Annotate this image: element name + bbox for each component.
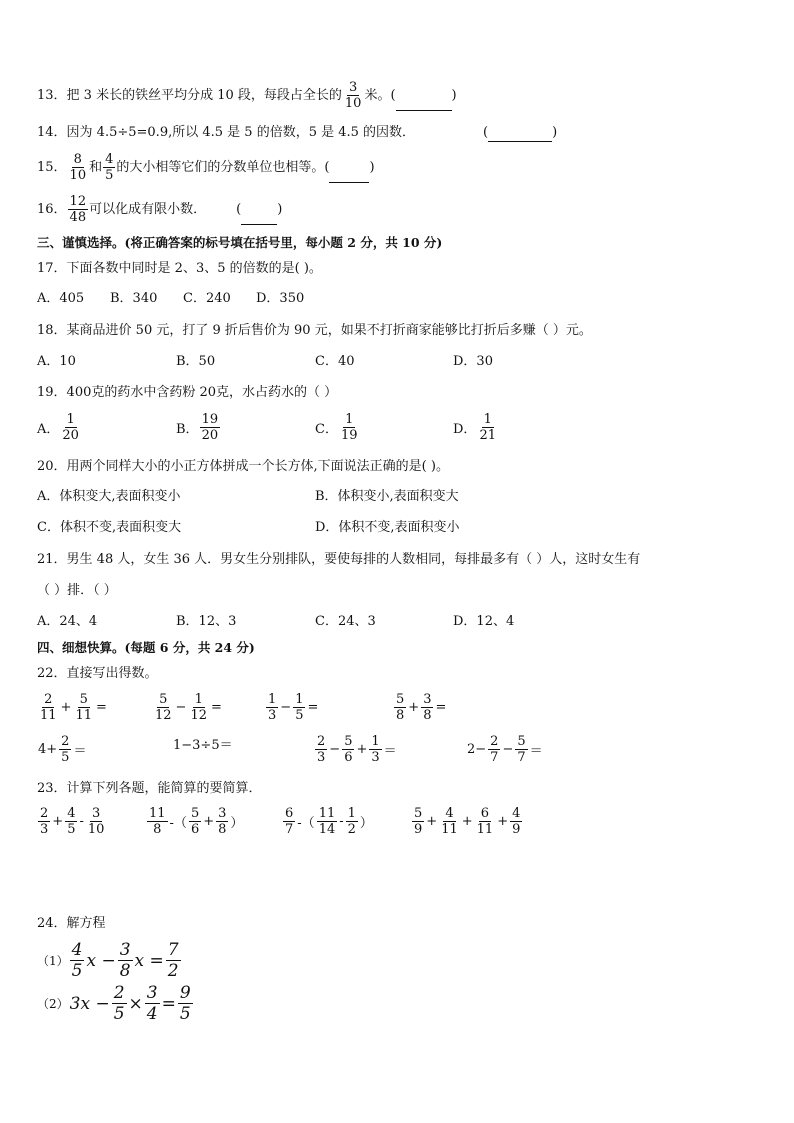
math-operator: =: [96, 700, 107, 715]
fraction: $\frac{1}{3}$: [268, 692, 277, 723]
question-24-title: 24．解方程: [37, 916, 106, 931]
math-operator: -: [339, 814, 344, 829]
q23-expression-3: [282, 806, 374, 837]
fraction: $\frac{12}{48}$: [69, 194, 87, 225]
math-operator: +: [497, 814, 509, 829]
question-22-title: 22．直接写出得数。: [37, 666, 158, 681]
option-c[interactable]: C．24、3: [315, 614, 376, 629]
math-operator: ＝: [383, 744, 397, 759]
fraction: $\frac{5}{7}$: [517, 734, 526, 765]
question-21-stem-cont: （ ）排．（ ）: [37, 583, 117, 598]
fraction: $\frac{1}{5}$: [295, 692, 304, 723]
fraction: $\frac{5}{12}$: [155, 692, 172, 723]
math-operator: ×: [128, 993, 143, 1014]
option-d[interactable]: D．12、4: [453, 614, 515, 629]
q23-expression-4: [411, 806, 523, 837]
option-c[interactable]: C．体积不变,表面积变大: [37, 520, 182, 535]
section-3-heading: 三、谨慎选择。(将正确答案的标号填在括号里，每小题 2 分，共 10 分): [37, 235, 443, 250]
option-b[interactable]: B．50: [176, 354, 216, 369]
question-19-stem: 19．400克的药水中含药粉 20克，水占药水的（ ）: [37, 385, 338, 400]
answer-blank[interactable]: [329, 168, 369, 183]
fraction: $\frac{2}{3}$: [40, 806, 49, 837]
fraction: $\frac{6}{11}$: [476, 806, 494, 837]
math-operator: +: [461, 814, 473, 829]
fraction: $\frac{5}{6}$: [190, 806, 200, 837]
fraction: $\frac{6}{7}$: [285, 806, 294, 837]
math-operator: =: [161, 993, 176, 1014]
equation-label: （1）: [37, 954, 69, 968]
fraction: $\frac{1}{12}$: [190, 692, 207, 723]
question-17-stem: 17．下面各数中同时是 2、3、5 的倍数的是( )。: [37, 261, 322, 276]
math-operator: 2−: [467, 742, 487, 757]
option-c[interactable]: C．240: [183, 291, 231, 306]
math-operator: ）: [359, 816, 373, 831]
math-operator: ＝: [529, 744, 543, 759]
math-operator: =: [211, 700, 222, 715]
q23-expression-1: [37, 806, 107, 837]
q22-expression-1: [37, 692, 108, 723]
question-21-stem: 21．男生 48 人，女生 36 人．男女生分别排队，要使每排的人数相同，每排最多有（ ）人，这时女生有: [37, 552, 641, 567]
option-a[interactable]: A．24、4: [37, 614, 98, 629]
option-d[interactable]: D．30: [453, 354, 493, 369]
section-4-heading: 四、细想快算。(每题 6 分，共 24 分): [37, 640, 255, 655]
math-operator: ＝: [73, 744, 87, 759]
question-14: 14．因为 4.5÷5=0.9,所以 4.5 是 5 的倍数，5 是 4.5 的因数． ( ): [37, 125, 558, 140]
math-operator: +: [356, 742, 368, 757]
math-operator: ）: [230, 816, 244, 831]
fraction: $\frac{7}{2}$: [167, 940, 179, 981]
math-operator: +: [408, 700, 420, 715]
question-20-stem: 20．用两个同样大小的小正方体拼成一个长方体,下面说法正确的是( )。: [37, 459, 449, 474]
math-operator: =: [435, 700, 447, 715]
math-operator: −: [502, 742, 514, 757]
fraction: $\frac{8}{10}$: [69, 152, 87, 183]
fraction: $\frac{5}{6}$: [344, 734, 353, 765]
q22-expression-2: [172, 734, 234, 753]
fraction: $\frac{4}{11}$: [441, 806, 458, 837]
fraction: $\frac{5}{11}$: [75, 692, 92, 723]
equation-2: [37, 983, 194, 1024]
fraction: $\frac{4}{5}$: [105, 152, 114, 183]
equation-1: [37, 940, 182, 981]
q22-expression-3: [265, 692, 319, 723]
math-operator: +: [52, 814, 64, 829]
option-a[interactable]: A．体积变大,表面积变小: [37, 489, 181, 504]
option-b[interactable]: B．体积变小,表面积变大: [315, 489, 459, 504]
option-b[interactable]: B．340: [110, 291, 158, 306]
option-d[interactable]: D．350: [256, 291, 305, 306]
option-c[interactable]: C． $\frac{1}{19}$: [315, 412, 358, 443]
option-d[interactable]: D． $\frac{1}{21}$: [453, 412, 496, 443]
option-d[interactable]: D．体积不变,表面积变小: [315, 520, 460, 535]
question-13: 13．把 3 米长的铁丝平均分成 10 段，每段占全长的 $\frac{3}{10}$ 米。( ): [37, 80, 457, 111]
math-operator: +: [60, 700, 72, 715]
fraction: $\frac{5}{9}$: [414, 806, 423, 837]
fraction: $\frac{9}{5}$: [179, 983, 191, 1024]
option-a[interactable]: A．405: [37, 291, 85, 306]
math-operator: -（: [169, 816, 187, 831]
option-a[interactable]: A． $\frac{1}{20}$: [37, 412, 79, 443]
math-operator: x −: [86, 950, 116, 971]
option-b[interactable]: B． $\frac{19}{20}$: [176, 412, 219, 443]
fraction: $\frac{3}{8}$: [218, 806, 227, 837]
fraction: $\frac{2}{5}$: [113, 983, 125, 1024]
fraction: $\frac{3}{8}$: [119, 940, 131, 981]
math-operator: 3x −: [69, 993, 110, 1014]
math-operator: 1−3÷5＝: [173, 738, 233, 753]
q22-expression-4: [466, 734, 544, 765]
math-operator: −: [175, 700, 187, 715]
math-operator: x =: [134, 950, 164, 971]
fraction: $\frac{1}{2}$: [347, 806, 356, 837]
math-operator: +: [426, 814, 438, 829]
fraction: $\frac{3}{10}$: [344, 80, 362, 111]
answer-blank[interactable]: [488, 127, 552, 142]
q22-expression-3: [314, 734, 398, 765]
question-15: 15． $\frac{8}{10}$ 和 $\frac{4}{5}$ 的大小相等它们的分数单位也相等。( ): [37, 152, 375, 183]
q22-expression-1: [37, 734, 87, 765]
answer-blank[interactable]: [241, 210, 277, 225]
fraction: $\frac{2}{3}$: [317, 734, 326, 765]
fraction: $\frac{3}{4}$: [146, 983, 158, 1024]
fraction: $\frac{5}{8}$: [396, 692, 405, 723]
q22-expression-4: [393, 692, 447, 723]
fraction: $\frac{11}{8}$: [149, 806, 166, 837]
fraction: $\frac{2}{11}$: [40, 692, 57, 723]
option-a[interactable]: A．10: [37, 354, 76, 369]
fraction: $\frac{11}{14}$: [318, 806, 336, 837]
math-operator: −: [329, 742, 341, 757]
fraction: $\frac{4}{9}$: [512, 806, 521, 837]
question-16: 16． $\frac{12}{48}$ 可以化成有限小数． ( ): [37, 194, 283, 225]
fraction: $\frac{4}{5}$: [71, 940, 83, 981]
question-18-stem: 18．某商品进价 50 元，打了 9 折后售价为 90 元，如果不打折商家能够比打折后多赚（ ）元。: [37, 323, 592, 338]
math-operator: =: [307, 700, 319, 715]
math-operator: −: [280, 700, 292, 715]
answer-blank[interactable]: [396, 96, 452, 111]
q23-expression-2: [146, 806, 244, 837]
fraction: $\frac{1}{3}$: [371, 734, 380, 765]
option-b[interactable]: B．12、3: [176, 614, 237, 629]
question-23-title: 23．计算下列各题，能简算的要简算．: [37, 781, 262, 796]
math-operator: +: [203, 814, 215, 829]
math-operator: 4+: [38, 742, 58, 757]
fraction: $\frac{2}{7}$: [490, 734, 499, 765]
fraction: $\frac{3}{8}$: [423, 692, 432, 723]
fraction: $\frac{2}{5}$: [61, 734, 70, 765]
option-c[interactable]: C．40: [315, 354, 355, 369]
q22-expression-2: [152, 692, 223, 723]
math-operator: -: [79, 814, 84, 829]
fraction: $\frac{3}{10}$: [87, 806, 105, 837]
math-operator: -（: [297, 816, 315, 831]
equation-label: （2）: [37, 997, 69, 1011]
fraction: $\frac{4}{5}$: [67, 806, 76, 837]
